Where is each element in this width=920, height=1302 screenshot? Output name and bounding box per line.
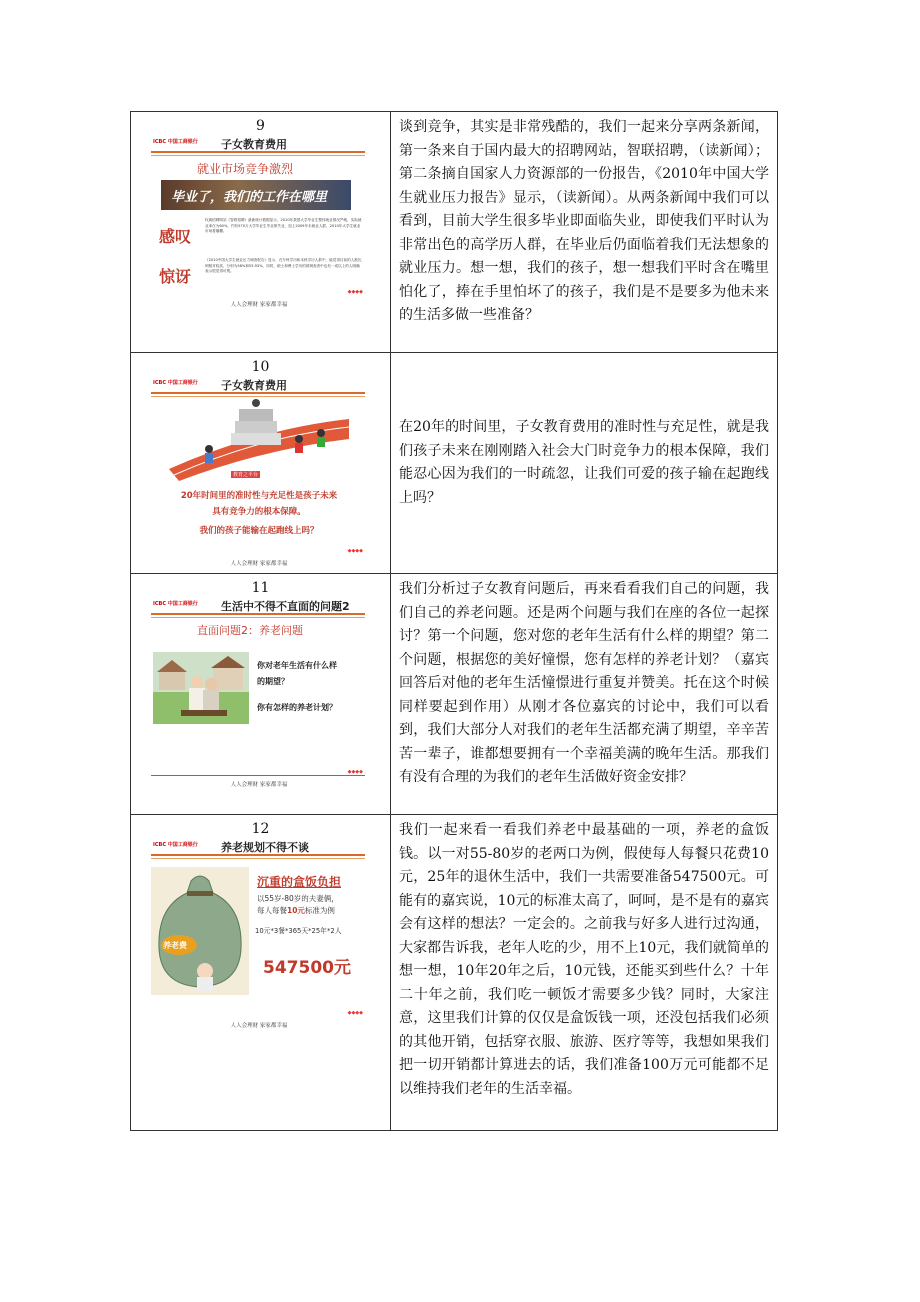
nav-icons: ◆◆◆◆ [347, 1010, 363, 1016]
slide-headline: 就业市场竞争激烈 [197, 162, 294, 176]
price-highlight: 10元 [287, 906, 305, 915]
icbc-logo: ICBC 中国工商银行 [153, 380, 198, 386]
notes-text: 我们一起来看一看我们养老中最基础的一项，养老的盒饭钱。以一对55-80岁的老两口为例，假使每人每餐只花费10元，25年的退休生活中，我们一共需要准备547500元。可能有的嘉宾说，10元的标准太高了，呵呵，是不是有的嘉宾会有这样的想法？一定会的。之前我与好多人进行过沟通，大家都告诉我，老年人吃的少，用不上10元，我们就简单的想一想，10年20年之后，10元钱，还能买到些什么？十年二十年之前，我们吃一顿饭才需要多少钱？同时，大家注意，这里我们计算的仅仅是盒饭钱一项，还没包括我们必须的其他开销，包括穿衣服、旅游、医疗等等，我想如果我们把一切开销都计算进去的话，我们准备100万元可能都不足以维持我们老年的生活幸福。 [399, 822, 769, 1097]
table-row [131, 112, 778, 353]
money-bag-illustration [151, 867, 249, 995]
running-track-illustration [169, 399, 349, 481]
nav-icons: ◆◆◆◆ [347, 548, 363, 554]
slide-cell [131, 574, 391, 815]
elderly-couple-photo [153, 652, 249, 724]
slide-thumbnail [149, 839, 369, 1031]
question-1b: 的期望？ [257, 677, 289, 686]
slide-title: 养老规划不得不谈 [221, 841, 309, 854]
banner-text: 毕业了，我们的工作在哪里 [171, 190, 328, 205]
news-paragraph-1: 权威招聘网站《智联招聘》最新统计数据显示，2010年我国大学毕业生整体就业情况严峻，实际就业率仅为60%，约有570万大学毕业生毕业即失业，加上2009年未就业人群，2010年大学生就业市场将爆棚。 [205, 218, 362, 233]
example-line-1: 以55岁-80岁的夫妻俩， [257, 894, 339, 903]
notes-cell [391, 112, 778, 353]
slide-footer: 人人会理财 家家都幸福 [230, 782, 288, 788]
banner-image [161, 180, 351, 210]
slide-cell [131, 112, 391, 353]
table-row [131, 353, 778, 574]
slide-cell [131, 815, 391, 1131]
example-line-2c: 标准为例 [304, 906, 335, 915]
slide-headline: 沉重的盒饭负担 [257, 875, 342, 889]
question-1a: 你对老年生活有什么样 [257, 661, 337, 670]
slide-line-3: 我们的孩子能输在起跑线上吗？ [199, 526, 319, 536]
slide-headline: 直面问题2：养老问题 [197, 624, 303, 637]
news-paragraph-2: 《2010中国大学生就业压力调查报告》显示，在专科学历和本科学历人群中，能觉得目前的人数比例相对较高，分别为58%和55.93%，同时，硕士和博士学历的被调查者中也有一成以上的人明确表示很觉得可观。 [205, 258, 362, 273]
slide-notes-table [130, 111, 778, 1131]
slide-line-2: 具有竞争力的根本保障。 [212, 507, 306, 517]
bag-label: 养老费 [163, 941, 187, 950]
notes-text: 谈到竞争，其实是非常残酷的，我们一起来分享两条新闻，第一条来自于国内最大的招聘网站，智联招聘，（读新闻）；第二条摘自国家人力资源部的一份报告，《2010年中国大学生就业压力报告》显示，（读新闻）。从两条新闻中我们可以看到，目前大学生很多毕业即面临失业，即使我们平时认为非常出色的高学历人群，在毕业后仍面临着我们无法想象的就业压力。想一想，我们的孩子，想一想我们平时含在嘴里怕化了，捧在手里怕坏了的孩子，我们是不是要多为他未来的生活多做一些准备？ [399, 119, 769, 323]
table-row [131, 574, 778, 815]
slide-title: 子女教育费用 [221, 138, 287, 151]
example-line-2 [257, 905, 335, 916]
slide-thumbnail [149, 598, 369, 790]
example-line-2a: 每人每餐 [257, 906, 287, 915]
nav-icons: ◆◆◆◆ [347, 769, 363, 775]
slide-thumbnail [149, 136, 369, 310]
slide-number: 12 [251, 821, 270, 837]
formula: 10元*3餐*365天*25年*2人 [255, 927, 342, 935]
notes-cell [391, 353, 778, 574]
slide-line-1: 20年时间里的准时性与充足性是孩子未来 [180, 491, 338, 501]
slide-cell [131, 353, 391, 574]
notes-text: 在20年的时间里，子女教育费用的准时性与充足性，就是我们孩子未来在刚刚踏入社会大门时竞争力的根本保障，我们能忍心因为我们的一时疏忽，让我们可爱的孩子输在起跑线上吗？ [399, 419, 769, 506]
slide-title: 生活中不得不直面的问题2 [221, 600, 350, 613]
icbc-logo: ICBC 中国工商银行 [153, 601, 198, 607]
notes-cell [391, 574, 778, 815]
icbc-logo: ICBC 中国工商银行 [153, 139, 198, 145]
icbc-logo: ICBC 中国工商银行 [153, 842, 198, 848]
nav-icons: ◆◆◆◆ [347, 289, 363, 295]
slide-footer: 人人会理财 家家都幸福 [230, 1023, 288, 1029]
question-2: 你有怎样的养老计划？ [257, 703, 337, 712]
slide-footer: 人人会理财 家家都幸福 [230, 302, 288, 308]
table-row [131, 815, 778, 1131]
slide-number: 9 [256, 118, 265, 134]
total-amount: 547500元 [263, 958, 351, 978]
slide-number: 11 [251, 580, 270, 596]
notes-text: 我们分析过子女教育问题后，再来看看我们自己的问题，我们自己的养老问题。还是两个问题与我们在座的各位一起探讨？第一个问题，您对您的老年生活有什么样的期望？第二个问题，根据您的美好憧憬，您有怎样的养老计划？（嘉宾回答后对他的老年生活憧憬进行重复并赞美。托在这个时候同样要起到作用）从刚才各位嘉宾的讨论中，我们可以看到，我们大部分人对我们的老年生活都充满了期望，辛辛苦苦一辈子，谁都想要拥有一个幸福美满的晚年生活。那我们有没有合理的为我们的老年生活做好资金安排？ [399, 581, 769, 785]
word-surprise: 惊讶 [159, 267, 192, 286]
slide-title: 子女教育费用 [221, 379, 287, 392]
slide-thumbnail [149, 377, 369, 569]
notes-cell [391, 815, 778, 1131]
slide-footer: 人人会理财 家家都幸福 [230, 561, 288, 567]
slide-number: 10 [251, 359, 270, 375]
track-label: 教育之平台 [233, 472, 259, 478]
word-sigh: 感叹 [159, 227, 192, 246]
